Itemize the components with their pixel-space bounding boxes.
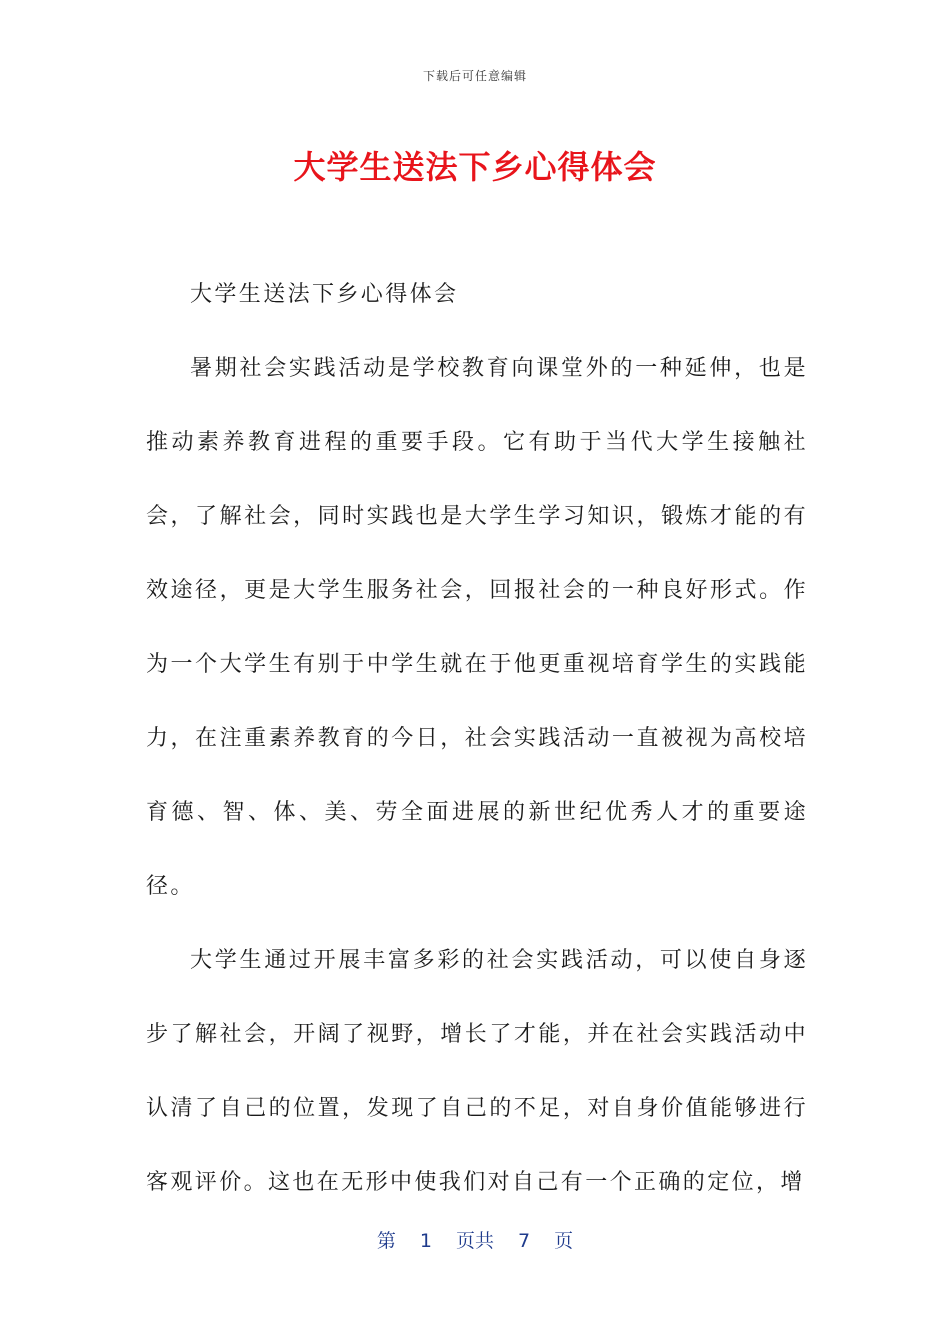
footer-middle: 页共 xyxy=(455,1230,494,1252)
paragraph-subtitle: 大学生送法下乡心得体会 xyxy=(190,282,459,307)
footer-total-pages: 7 xyxy=(518,1230,531,1252)
footer-page-number: 1 xyxy=(419,1230,432,1252)
paragraph-2: 大学生通过开展丰富多彩的社会实践活动，可以使自身逐步了解社会，开阔了视野，增长了才能，并在社会实践活动中认清了自己的位置，发现了自己的不足，对自身价值能够进行客观评价。这也在无形中使我们对自己有一个正确的定位，增 xyxy=(146,948,808,1195)
footer-prefix: 第 xyxy=(376,1230,396,1252)
page-footer xyxy=(0,1226,950,1253)
document-title: 大学生送法下乡心得体会 xyxy=(293,148,657,186)
page-header-note: 下载后可任意编辑 xyxy=(422,69,527,83)
paragraph-1: 暑期社会实践活动是学校教育向课堂外的一种延伸，也是推动素养教育进程的重要手段。它有助于当代大学生接触社会，了解社会，同时实践也是大学生学习知识，锻炼才能的有效途径，更是大学生服务社会，回报社会的一种良好形式。作为一个大学生有别于中学生就在于他更重视培育学生的实践能力，在注重素养教育的今日，社会实践活动一直被视为高校培育德、智、体、美、劳全面进展的新世纪优秀人才的重要途径。 xyxy=(146,356,808,899)
footer-suffix: 页 xyxy=(554,1230,574,1252)
document-body xyxy=(146,258,808,1220)
